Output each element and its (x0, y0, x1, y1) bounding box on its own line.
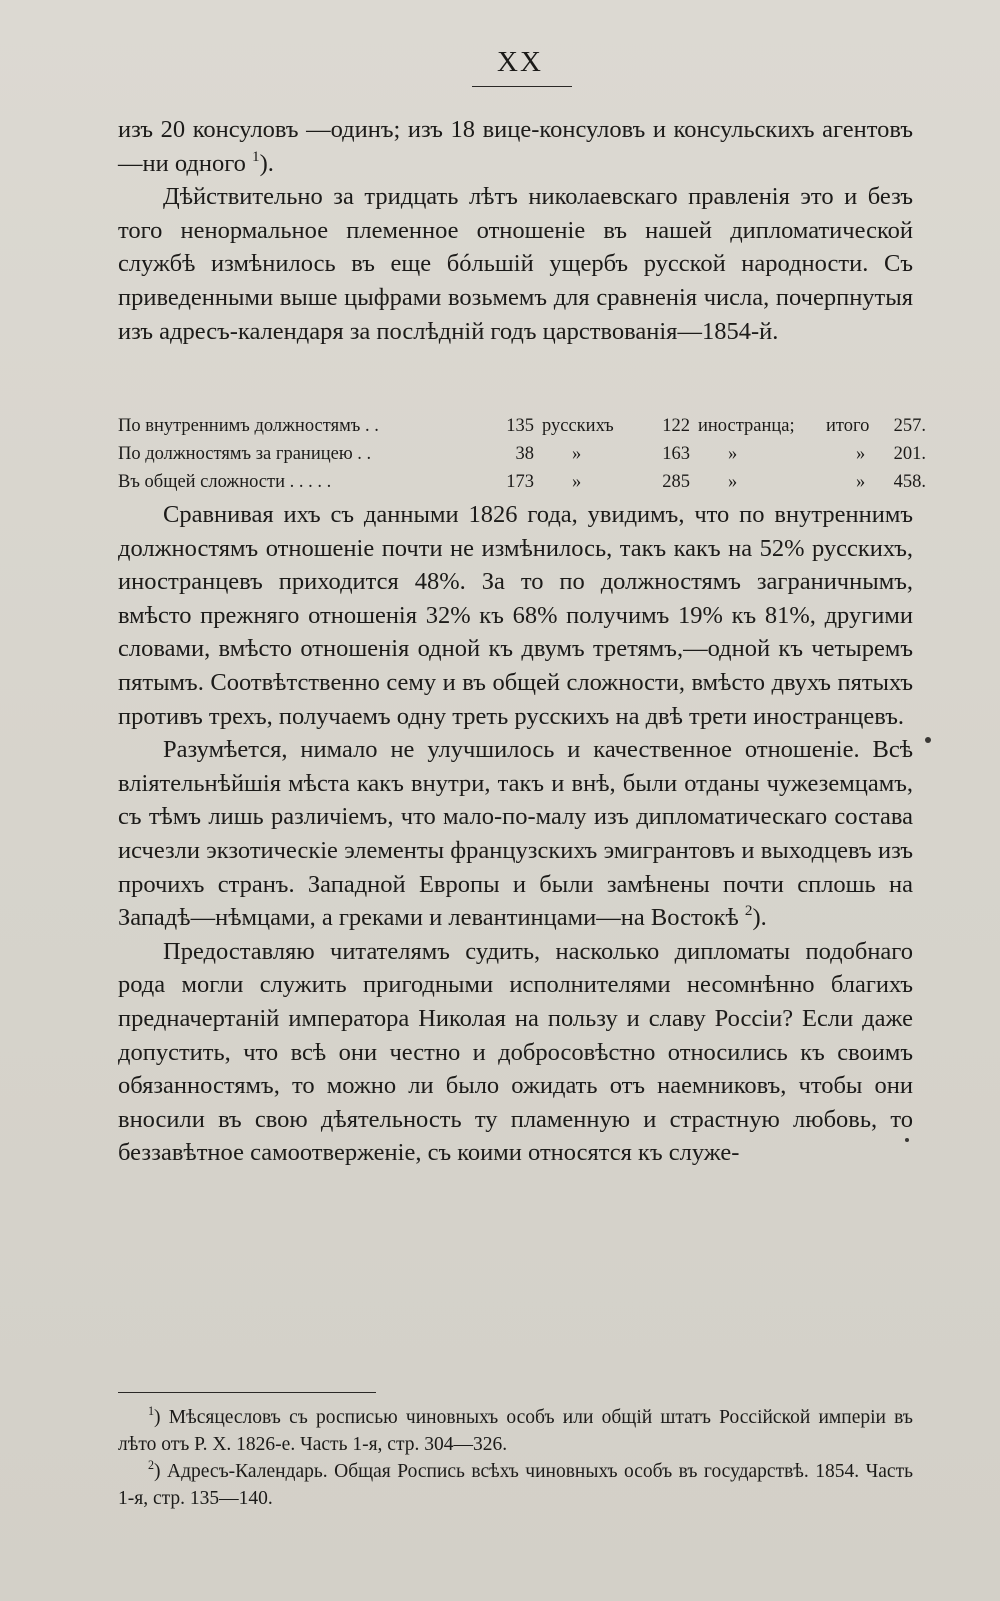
paragraph-3: Сравнивая ихъ съ данными 1826 года, увидимъ, что по внутреннимъ должностямъ отношеніе почти не измѣнилось, такъ какъ на 52% русскихъ, иностранцевъ приходится 48%. За то по должностямъ заграничнымъ, вмѣсто прежняго отношенія 32% къ 68% получимъ 19% къ 81%, другими словами, вмѣсто отношенія одной къ двумъ третямъ,—одной къ четыремъ пятымъ. Соотвѣтственно сему и въ общей сложности, вмѣсто двухъ пятыхъ противъ трехъ, получаемъ одну треть русскихъ на двѣ трети иностранцевъ. (118, 501, 913, 730)
paper-speck (905, 1138, 909, 1142)
footnote-1: $^1$) Мѣсяцесловъ съ росписью чиновныхъ особъ или общій штатъ Россійской имперіи въ лѣто отъ Р. Х. 1826-е. Часть 1-я, стр. 304—326. (118, 1404, 913, 1455)
paragraph-4: Разумѣется, нимало не улучшилось и качественное отношеніе. Всѣ вліятельнѣйшія мѣста какъ внутри, такъ и внѣ, были отданы чужеземцамъ, съ тѣмъ лишь различіемъ, что мало-по-малу изъ дипломатическаго состава исчезли экзотическіе элементы французскихъ эмигрантовъ и выходцевъ изъ прочихъ странъ. Западной Европы и были замѣнены почти сплошь на Западѣ—нѣмцами, а греками и левантинцами—на Востокѣ $^2$). (118, 736, 913, 932)
stats-cell-total: 257. (893, 416, 926, 436)
stats-cell-foreigners: 122 (662, 416, 690, 436)
stats-row (118, 440, 926, 468)
statistics-table (118, 412, 926, 496)
stats-row (118, 468, 926, 496)
stats-cell-russians-word: русскихъ (542, 416, 614, 436)
footnote-2: $^2$) Адресъ-Календарь. Общая Роспись всѣхъ чиновныхъ особъ въ государствѣ. 1854. Часть 1-я, стр. 135—140. (118, 1458, 913, 1509)
stats-cell-total-word: итого (826, 416, 870, 436)
stats-cell-total: 201. (893, 444, 926, 464)
footnote-ref-1: 1 (252, 147, 260, 165)
footnotes (118, 1404, 913, 1512)
stats-cell-foreigners: 163 (662, 444, 690, 464)
stats-cell-russians: 173 (506, 472, 534, 492)
stats-cell-russians: 135 (506, 416, 534, 436)
stats-cell-label: По внутреннимъ должностямъ . . (118, 416, 379, 436)
stats-cell-russians-word: » (572, 444, 582, 464)
paper-speck (925, 737, 931, 743)
body-text-main (118, 498, 913, 1170)
stats-row (118, 412, 926, 440)
stats-cell-russians: 38 (515, 444, 534, 464)
stats-cell-foreigners: 285 (662, 472, 690, 492)
stats-cell-total: 458. (893, 472, 926, 492)
body-text-top (118, 113, 913, 348)
footnote-ref-2: 2 (744, 902, 753, 920)
stats-cell-foreigners-word: иностранца; (698, 416, 795, 436)
paragraph-5: Предоставляю читателямъ судить, насколько дипломаты подобнаго рода могли служить пригодными исполнителями несомнѣнно благихъ предначертаній императора Николая на пользу и славу Россіи? Если даже допустить, что всѣ они честно и добросовѣстно относились къ своимъ обязанностямъ, то можно ли было ожидать отъ наемниковъ, чтобы они вносили въ свою дѣятельность ту пламенную и страстную любовь, то беззавѣтное самоотверженіе, съ коими относятся къ служе- (118, 937, 913, 1167)
stats-cell-total-word: » (856, 472, 866, 492)
footnote-rule (118, 1392, 376, 1393)
header-rule (472, 86, 572, 87)
paragraph-2: Дѣйствительно за тридцать лѣтъ николаевскаго правленія это и безъ того ненормальное племенное отношеніе въ нашей дипломатической службѣ измѣнилось въ еще бóльшій ущербъ русской народности. Съ приведенными выше цыфрами возьмемъ для сравненія числа, почерпнутыя изъ адресъ-календаря за послѣдній годъ царствованія—1854-й. (118, 183, 913, 345)
stats-cell-foreigners-word: » (728, 472, 738, 492)
stats-cell-total-word: » (856, 444, 866, 464)
stats-cell-foreigners-word: » (728, 444, 738, 464)
stats-cell-label: По должностямъ за границею . . (118, 444, 372, 464)
stats-cell-russians-word: » (572, 472, 582, 492)
page-number: XX (497, 46, 543, 78)
paragraph-1: изъ 20 консуловъ —одинъ; изъ 18 вице-консуловъ и консульскихъ агентовъ—ни одного $^1$). (118, 116, 913, 177)
stats-cell-label: Въ общей сложности . . . . . (118, 472, 332, 492)
